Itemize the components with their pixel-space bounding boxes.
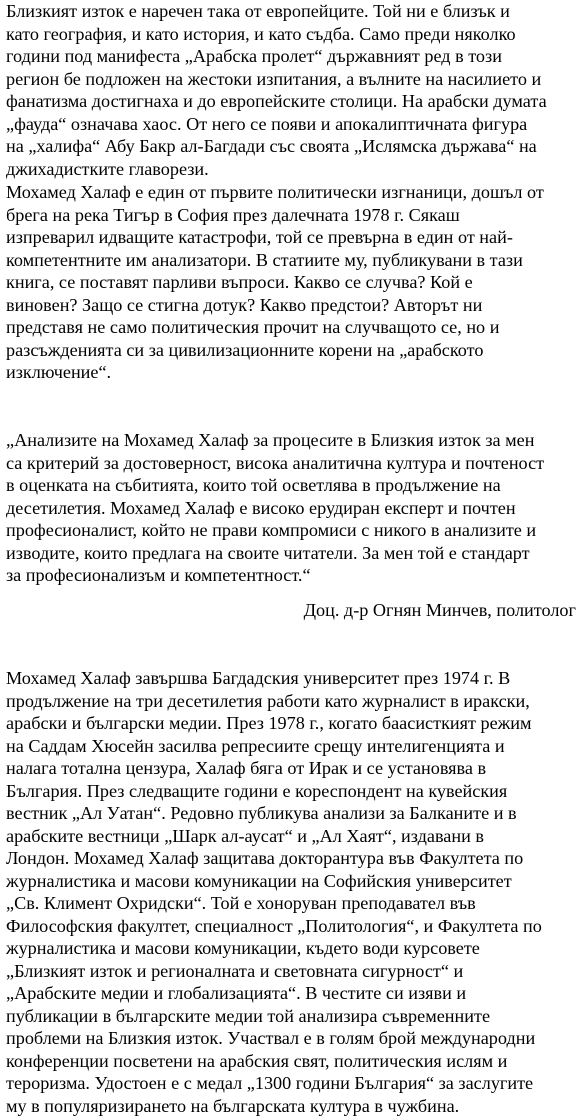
text-line: журналистика и масови комуникации, където води курсовете — [6, 938, 480, 958]
text-line: регион бе подложен на жестоки изпитания, а вълните на насилието и — [6, 68, 542, 89]
text-line: като география, и като история, и като съдба. Само преди няколко — [6, 23, 516, 44]
intro-paragraph — [6, 0, 547, 180]
text-line: „Арабските медии и глобализацията“. В честите си изяви и — [6, 983, 467, 1003]
quote-signature: Доц. д-р Огнян Минчев, политолог — [303, 600, 576, 620]
text-line: арабските вестници „Шарк ал-аусат“ и „Ал Хаят“, издавани в — [6, 825, 484, 846]
text-line: изключение“. — [6, 362, 112, 382]
text-line: десетилетия. Мохамед Халаф е високо ерудиран експерт и почтен — [6, 497, 516, 518]
text-line: журналистика и масови комуникации на Софийския университет — [6, 870, 512, 891]
text-line: „Анализите на Мохамед Халаф за процесите в Близкия изток за мен — [6, 430, 535, 450]
text-line: виновен? Защо се стигна дотук? Какво предстои? Авторът ни — [6, 294, 483, 315]
text-line: фанатизма достигнаха и до европейските столици. На арабски думата — [6, 91, 547, 111]
text-line: вестник „Ал Уатан“. Редовно публикува анализи за Балканите и в — [6, 803, 517, 823]
text-line: арабски и български медии. През 1978 г., когато баасисткият режим — [6, 713, 532, 733]
text-line: налага тотална цензура, Халаф бяга от Ирак и се установява в — [6, 758, 487, 778]
text-line: Мохамед Халаф е един от първите политически изгнаници, дошъл от — [6, 182, 544, 202]
text-line: изводите, които предлага на своите читатели. За мен той е стандарт — [6, 542, 530, 563]
text-line: компетентните им анализатори. В статиите му, публикувани в тази — [6, 249, 523, 270]
text-line: за професионализъм и компетентност.“ — [6, 565, 311, 585]
text-line: продължение на три десетилетия работи като журналист в иракски, — [6, 690, 530, 711]
text-line: на „халифа“ Абу Бакр ал-Багдади със своята „Ислямска държава“ на — [6, 136, 537, 156]
text-line: брега на река Тигър в София през далечната 1978 г. Сякаш — [6, 204, 460, 225]
text-line: Философския факултет, специалност „Политология“, и Факултета по — [6, 915, 542, 936]
text-line: Мохамед Халаф завършва Багдадския университет през 1974 г. В — [6, 668, 511, 688]
text-line: в оценката на събитията, които той осветлява в продължение на — [6, 475, 501, 495]
text-line: са критерий за достоверност, висока аналитична култура и почтеност — [6, 452, 545, 473]
text-line: България. През следващите години е кореспондент на кувейския — [6, 780, 508, 801]
text-line: му в популяризирането на българската култура в чужбина. — [6, 1095, 460, 1116]
quote-paragraph — [6, 429, 544, 587]
text-line: представя не само политическия прочит на случващото се, но и — [6, 317, 500, 337]
text-line: конференции посветени на арабския свят, политическия ислям и — [6, 1050, 508, 1071]
text-line: разсъжденията си за цивилизационните корени на „арабското — [6, 339, 484, 360]
text-line: Лондон. Мохамед Халаф защитава докторантура във Факултета по — [6, 848, 524, 868]
text-line: „фауда“ означава хаос. От него се появи и апокалиптичната фигура — [6, 113, 528, 134]
text-line: на Саддам Хюсейн засилва репресиите срещу интелигенцията и — [6, 735, 505, 756]
text-line: Близкият изток е наречен така от европейците. Той ни е близък и — [6, 1, 510, 21]
text-line: професионалист, който не прави компромиси с никого в анализите и — [6, 520, 537, 540]
text-line: „Св. Климент Охридски“. Той е хоноруван преподавател във — [6, 893, 476, 913]
text-line: „Близкият изток и регионалната и световната сигурност“ и — [6, 960, 464, 981]
author-paragraph — [6, 181, 544, 384]
text-line: изпреварил идващите катастрофи, той се превърна в един от най- — [6, 227, 513, 247]
text-line: тероризма. Удостоен е с медал „1300 години България“ за заслугите — [6, 1073, 534, 1093]
text-line: публикации в българските медии той анализира съвременните — [6, 1005, 491, 1026]
text-line: джихадистките главорези. — [6, 158, 209, 179]
text-line: книга, се поставят парливи въпроси. Какво се случва? Кой е — [6, 272, 473, 292]
biography-paragraph — [6, 667, 542, 1117]
text-line: проблеми на Близкия изток. Участвал е в голям брой международни — [6, 1028, 536, 1048]
text-line: години под манифеста „Арабска пролет“ държавният ред в този — [6, 46, 502, 66]
